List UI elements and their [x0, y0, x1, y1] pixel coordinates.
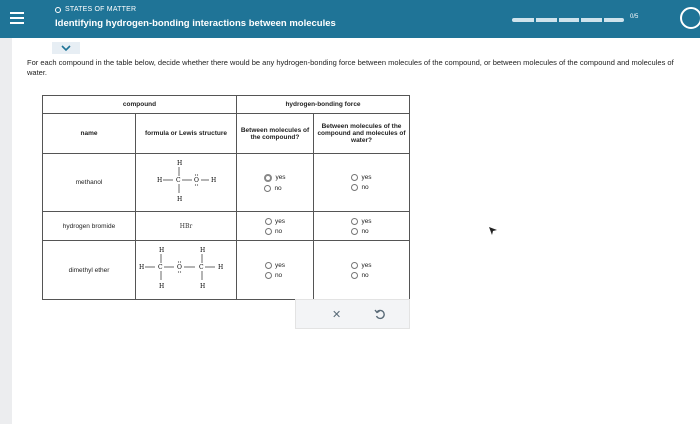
svg-text:H: H	[211, 176, 217, 184]
radio-no[interactable]: no	[264, 185, 285, 192]
svg-text:O: O	[194, 176, 199, 184]
menu-icon[interactable]	[8, 7, 26, 29]
svg-text:H: H	[177, 195, 183, 203]
instructions-text: For each compound in the table below, decide whether there would be any hydrogen-bonding force between molecules of the compound, or between molecules of the compound and molecules of water.	[27, 58, 674, 77]
answer-actions	[295, 299, 410, 329]
radio-yes[interactable]: yes	[351, 174, 371, 181]
topic-title: Identifying hydrogen-bonding interactions between molecules	[55, 18, 336, 29]
radio-yes[interactable]: yes	[265, 262, 285, 269]
radio-circle-icon	[264, 185, 271, 192]
radio-yes[interactable]: yes	[265, 218, 285, 225]
header-name: name	[43, 114, 136, 154]
between-water-choice	[314, 241, 410, 300]
radio-circle-icon	[351, 228, 358, 235]
radio-circle-icon	[351, 272, 358, 279]
table-row	[43, 241, 410, 300]
lewis-structure-methanol	[136, 154, 237, 212]
header-between-compound: Between molecules of the compound?	[237, 114, 314, 154]
radio-circle-icon	[265, 262, 272, 269]
radio-circle-icon	[351, 262, 358, 269]
header-between-water: Between molecules of the compound and molecules of water?	[314, 114, 410, 154]
svg-text:C: C	[158, 264, 163, 271]
undo-icon[interactable]	[374, 308, 386, 320]
header-compound: compound	[43, 96, 237, 114]
close-icon[interactable]: ✕	[332, 309, 342, 321]
section-status-icon	[55, 7, 61, 13]
svg-text:H: H	[139, 264, 145, 271]
between-compound-choice	[237, 212, 314, 241]
help-icon[interactable]	[680, 7, 700, 29]
radio-no[interactable]: no	[265, 272, 285, 279]
mouse-cursor-icon	[488, 226, 498, 236]
radio-circle-icon	[265, 228, 272, 235]
progress-label: 0/5	[630, 14, 639, 20]
collapse-button[interactable]	[52, 42, 80, 54]
svg-text:O: O	[177, 264, 182, 271]
progress-bar	[512, 18, 624, 22]
radio-yes[interactable]: yes	[264, 174, 285, 182]
table-row	[43, 212, 410, 241]
between-water-choice	[314, 154, 410, 212]
header-hydrogen-bonding: hydrogen-bonding force	[237, 96, 410, 114]
radio-circle-icon	[351, 184, 358, 191]
section-title: STATES OF MATTER	[65, 6, 137, 13]
svg-text:H: H	[200, 247, 206, 254]
svg-text:C: C	[199, 264, 204, 271]
radio-circle-icon	[265, 272, 272, 279]
compound-table	[42, 95, 410, 300]
svg-text:C: C	[176, 176, 181, 184]
radio-no[interactable]: no	[351, 272, 371, 279]
svg-text:H: H	[177, 159, 183, 167]
radio-no[interactable]: no	[351, 228, 371, 235]
svg-text:H: H	[218, 264, 224, 271]
lewis-structure-dimethyl-ether	[136, 241, 237, 300]
compound-name: dimethyl ether	[43, 241, 136, 300]
radio-circle-icon	[264, 174, 272, 182]
svg-text:H: H	[157, 176, 163, 184]
radio-no[interactable]: no	[351, 184, 371, 191]
radio-yes[interactable]: yes	[351, 262, 371, 269]
radio-circle-icon	[351, 174, 358, 181]
radio-circle-icon	[265, 218, 272, 225]
between-water-choice	[314, 212, 410, 241]
top-bar	[0, 0, 700, 38]
radio-circle-icon	[351, 218, 358, 225]
table-row	[43, 154, 410, 212]
svg-text:H: H	[200, 283, 206, 290]
between-compound-choice	[237, 241, 314, 300]
section-indicator	[55, 6, 136, 13]
svg-text:H: H	[159, 283, 165, 290]
svg-text:H: H	[159, 247, 165, 254]
compound-name: hydrogen bromide	[43, 212, 136, 241]
radio-no[interactable]: no	[265, 228, 285, 235]
between-compound-choice	[237, 154, 314, 212]
formula-hbr: HBr	[136, 212, 237, 241]
compound-name: methanol	[43, 154, 136, 212]
header-formula: formula or Lewis structure	[136, 114, 237, 154]
chevron-down-icon	[61, 45, 71, 52]
radio-yes[interactable]: yes	[351, 218, 371, 225]
